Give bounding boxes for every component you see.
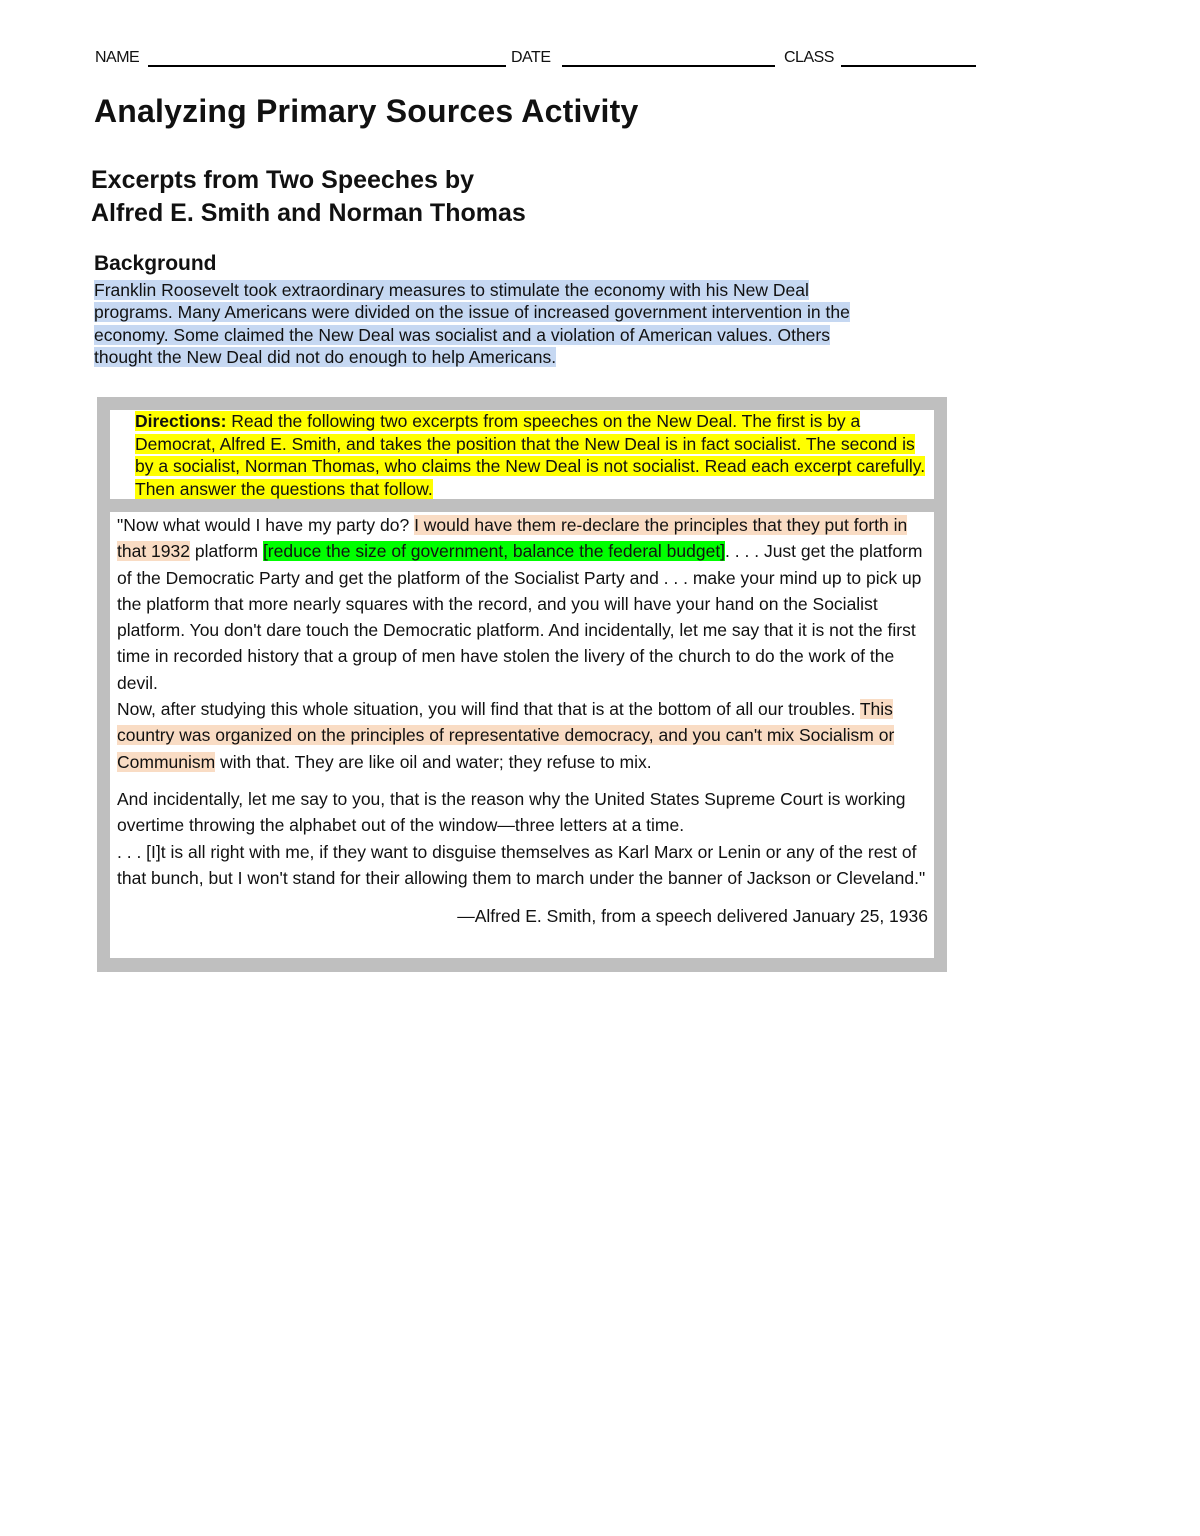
- directions-highlight: [135, 411, 925, 499]
- directions-text: [135, 410, 935, 500]
- name-blank[interactable]: [148, 65, 506, 67]
- class-blank[interactable]: [841, 65, 976, 67]
- background-text-highlight: Franklin Roosevelt took extraordinary measures to stimulate the economy with his New Deal programs. Many Americans were divided on the issue of increased government intervention in the economy. Some claimed the New Deal was socialist and a violation of American values. Others thought the New Deal did not do enough to help Americans.: [94, 280, 850, 368]
- excerpt-paragraph-1: [117, 512, 932, 775]
- excerpt-highlight-bracket: [reduce the size of government, balance the federal budget]: [262, 541, 726, 562]
- directions-body: Read the following two excerpts from speeches on the New Deal. The first is by a Democrat, Alfred E. Smith, and takes the position that the New Deal is in fact socialist. The second is by a socialist, Norman Thomas, who claims the New Deal is not socialist. Read each excerpt carefully. Then answer the questions that follow.: [135, 411, 926, 499]
- page-title: Analyzing Primary Sources Activity: [94, 93, 639, 129]
- excerpt-text-run: Now, after studying this whole situation, you will find that that is at the bottom of all our troubles.: [117, 699, 860, 720]
- excerpt-attribution: —Alfred E. Smith, from a speech delivered January 25, 1936: [457, 906, 928, 927]
- date-blank[interactable]: [562, 65, 775, 67]
- excerpt-text-run: And incidentally, let me say to you, that is the reason why the United States Supreme Court is working overtime throwing the alphabet out of the window—three letters at a time.: [117, 788, 906, 836]
- class-label: CLASS: [784, 49, 834, 66]
- excerpt-highlight-principles: I would have them re-declare the principles that they put forth in that 1932: [117, 515, 908, 562]
- name-label: NAME: [95, 49, 140, 66]
- excerpt-text-run: with that. They are like oil and water; they refuse to mix.: [215, 751, 652, 772]
- excerpt-text-run: "Now what would I have my party do?: [117, 515, 415, 535]
- excerpt-text-run: platform: [189, 541, 263, 562]
- background-heading: Background: [94, 252, 217, 275]
- subtitle-line-1: Excerpts from Two Speeches by: [91, 166, 474, 194]
- subtitle-line-2: Alfred E. Smith and Norman Thomas: [91, 199, 526, 227]
- student-info-header: [95, 49, 985, 71]
- excerpt-text-run: . . . [I]t is all right with me, if they want to disguise themselves as Karl Marx or Lenin or any of the rest of that bunch, but I won't stand for their allowing them to march under the banner of Jackson or Cleveland.": [117, 841, 926, 888]
- excerpt-highlight-democracy: This country was organized on the principles of representative democracy, and you can't mix Socialism or Communism: [117, 699, 895, 772]
- excerpt-text-run: . . . . Just get the platform of the Democratic Party and get the platform of the Socialist Party and . . . make your mind up to pick up the platform that more nearly squares with the record, and you will have your hand on the Socialist platform. You don't dare touch the Democratic platform. And incidentally, let me say that it is not the first time in recorded history that a group of men have stolen the livery of the church to do the work of the devil.: [117, 541, 923, 693]
- page-subtitle: [91, 164, 526, 230]
- directions-label: Directions:: [135, 411, 227, 431]
- excerpt-paragraph-2: [117, 786, 932, 891]
- excerpt-text: [117, 512, 932, 929]
- background-text: [94, 279, 854, 369]
- date-label: DATE: [511, 49, 551, 66]
